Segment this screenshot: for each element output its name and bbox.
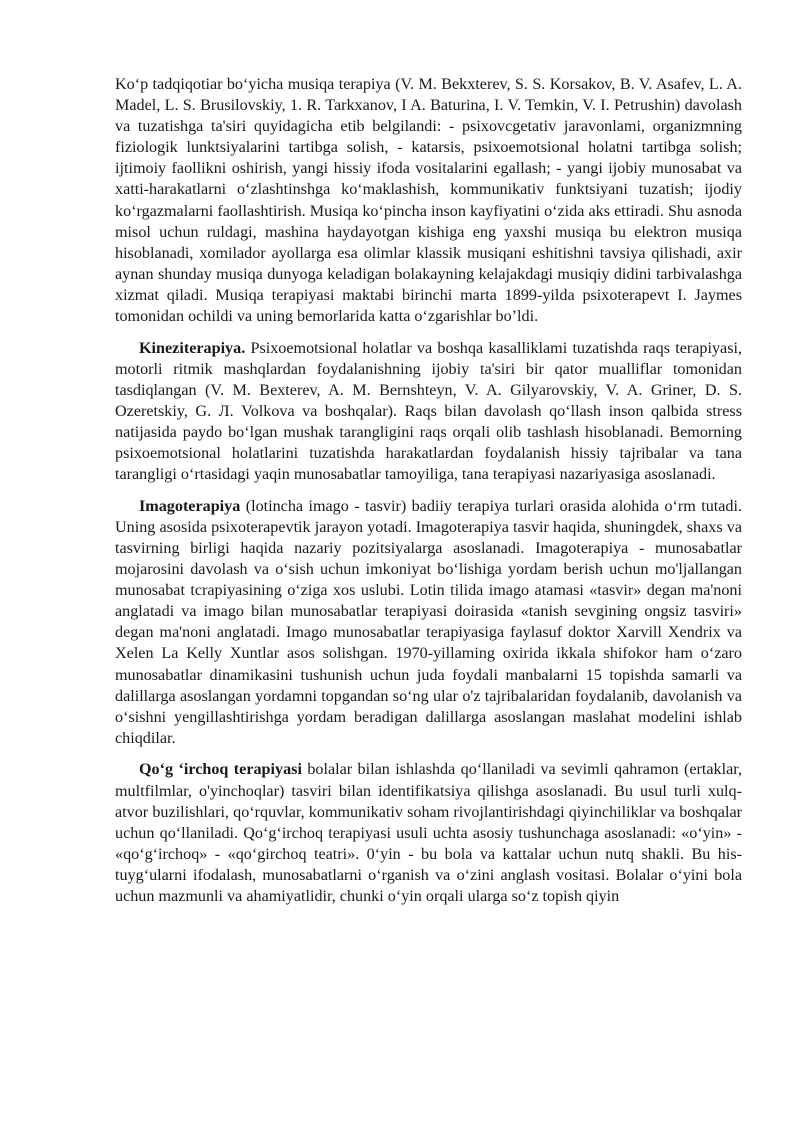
paragraph-term: Kineziterapiya.	[139, 339, 246, 357]
paragraph-kinesitherapy	[115, 338, 742, 486]
paragraph-text: (lotincha imago - tasvir) badiiy terapiya turlari orasida alohida o‘rm tutadi. Uning asosida psixoterapevtik jarayon yotadi. Imagoterapiya tasvir haqida, shuningdek, shaxs va tasvirning birligi haqida nazariy pozitsiyalarga asoslanadi. Imagoterapiya - munosabatlar mojarosini davolash va o‘sish uchun imkoniyat bo‘lishiga yordam berish uchun mo'ljallangan munosabat tcrapiyasining o‘ziga xos uslubi. Lotin tilida imago atamasi «tasvir» degan ma'noni anglatadi va imago bilan munosabatlar terapiyasi doirasida «tanish sevgining ongsiz tasviri» degan ma'noni anglatadi. Imago munosabatlar terapiyasiga faylasuf doktor Xarvill Xendrix va Xelen La Kelly Xuntlar asos solishgan. 1970-yillaming oxirida ikkala shifokor ham o‘zaro munosabatlar dinamikasini tushunish uchun juda foydali manbalarni 15 topishda samarli va dalillarga asoslangan yordamni topgandan so‘ng ular o'z tajribalaridan foydalanib, davolanish va o‘sishni yengillashtirishga yordam beradigan dalillarga asoslangan maslahat modelini ishlab chiqdilar.	[115, 497, 742, 747]
paragraph-term: Qo‘g ‘irchoq terapiyasi	[139, 761, 302, 779]
paragraph-text: bolalar bilan ishlashda qo‘llaniladi va sevimli qahramon (ertaklar, multfilmlar, o'yinchoqlar) tasviri bilan identifikatsiya qilishga asoslanadi. Bu usul turli xulq-atvor buzilishlari, qo‘rquvlar, kommunikativ soham rivojlantirishdagi qiyinchiliklar va boshqalar uchun qo‘llaniladi. Qo‘g‘irchoq terapiyasi usuli uchta asosiy tushunchaga asoslanadi: «o‘yin» - «qo‘g‘irchoq» - «qo‘girchoq teatri». 0‘yin - bu bola va kattalar uchun nutq shakli. Bu his-tuyg‘ularni ifodalash, munosabatlarni o‘rganish va o‘zini anglash vositasi. Bolalar o‘yini bola uchun mazmunli va ahamiyatlidir, chunki o‘yin orqali ularga so‘z topish qiyin	[115, 761, 743, 905]
paragraph-term: Imagoterapiya	[139, 497, 241, 515]
paragraph-music-therapy	[115, 74, 742, 327]
paragraph-imagotherapy	[115, 496, 742, 749]
document-page	[115, 74, 742, 918]
paragraph-text: Psixoemotsional holatlar va boshqa kasalliklami tuzatishda raqs terapiyasi, motorli ritmik mashqlardan foydalanishning ijobiy ta'siri bir qator mualliflar tomonidan tasdiqlangan (V. M. Bexterev, A. M. Bernshteyn, V. A. Gilyarovskiy, V. A. Griner, D. S. Ozeretskiy, G. Л. Volkova va boshqalar). Raqs bilan davolash qo‘llash inson qalbida stress natijasida paydo bo‘lgan mushak tarangligini raqs orqali olib tashlash hisoblanadi. Bemorning psixoemotsional holatlarini tuzatishda harakatlardan foydalanish hissiy tajribalar va tana tarangligi o‘rtasidagi yaqin munosabatlar tamoyiliga, tana terapiyasi nazariyasiga asoslanadi.	[115, 339, 742, 484]
paragraph-puppet-therapy	[115, 759, 742, 907]
paragraph-text: Ko‘p tadqiqotiar bo‘yicha musiqa terapiya (V. M. Bekxterev, S. S. Korsakov, B. V. Asafev, L. A. Madel, L. S. Brusilovskiy, 1. R. Tarkxanov, I A. Baturina, I. V. Temkin, V. I. Petrushin) davolash va tuzatishga ta'siri quyidagicha etib belgilandi: - psixovcgetativ jaravonlami, organizmning fiziologik lunktsiyalarini tartibga solish, - katarsis, psixoemotsional holatni tartibga solish; ijtimoiy faollikni oshirish, yangi hissiy ifoda vositalarini egallash; - yangi ijobiy munosabat va xatti-harakatlarni o‘zlashtinshga ko‘maklashish, kommunikativ funktsiyani tuzatish; ijodiy ko‘rgazmalarni faollashtirish. Musiqa ko‘pincha inson kayfiyatini o‘zida aks ettiradi. Shu asnoda misol uchun ruldagi, mashina haydayotgan kishiga eng yaxshi musiqa bu elektron musiqa hisoblanadi, xomilador ayollarga esa olimlar klassik musiqani eshitishni tavsiya qilishadi, axir aynan shunday musiqa dunyoga keladigan bolakayning kelajakdagi musiqiy didini tarbivalashga xizmat qiladi. Musiqa terapiyasi maktabi birinchi marta 1899-yilda psixoterapevt I. Jaymes tomonidan ochildi va uning bemorlarida katta o‘zgarishlar bo’ldi.	[115, 76, 742, 326]
